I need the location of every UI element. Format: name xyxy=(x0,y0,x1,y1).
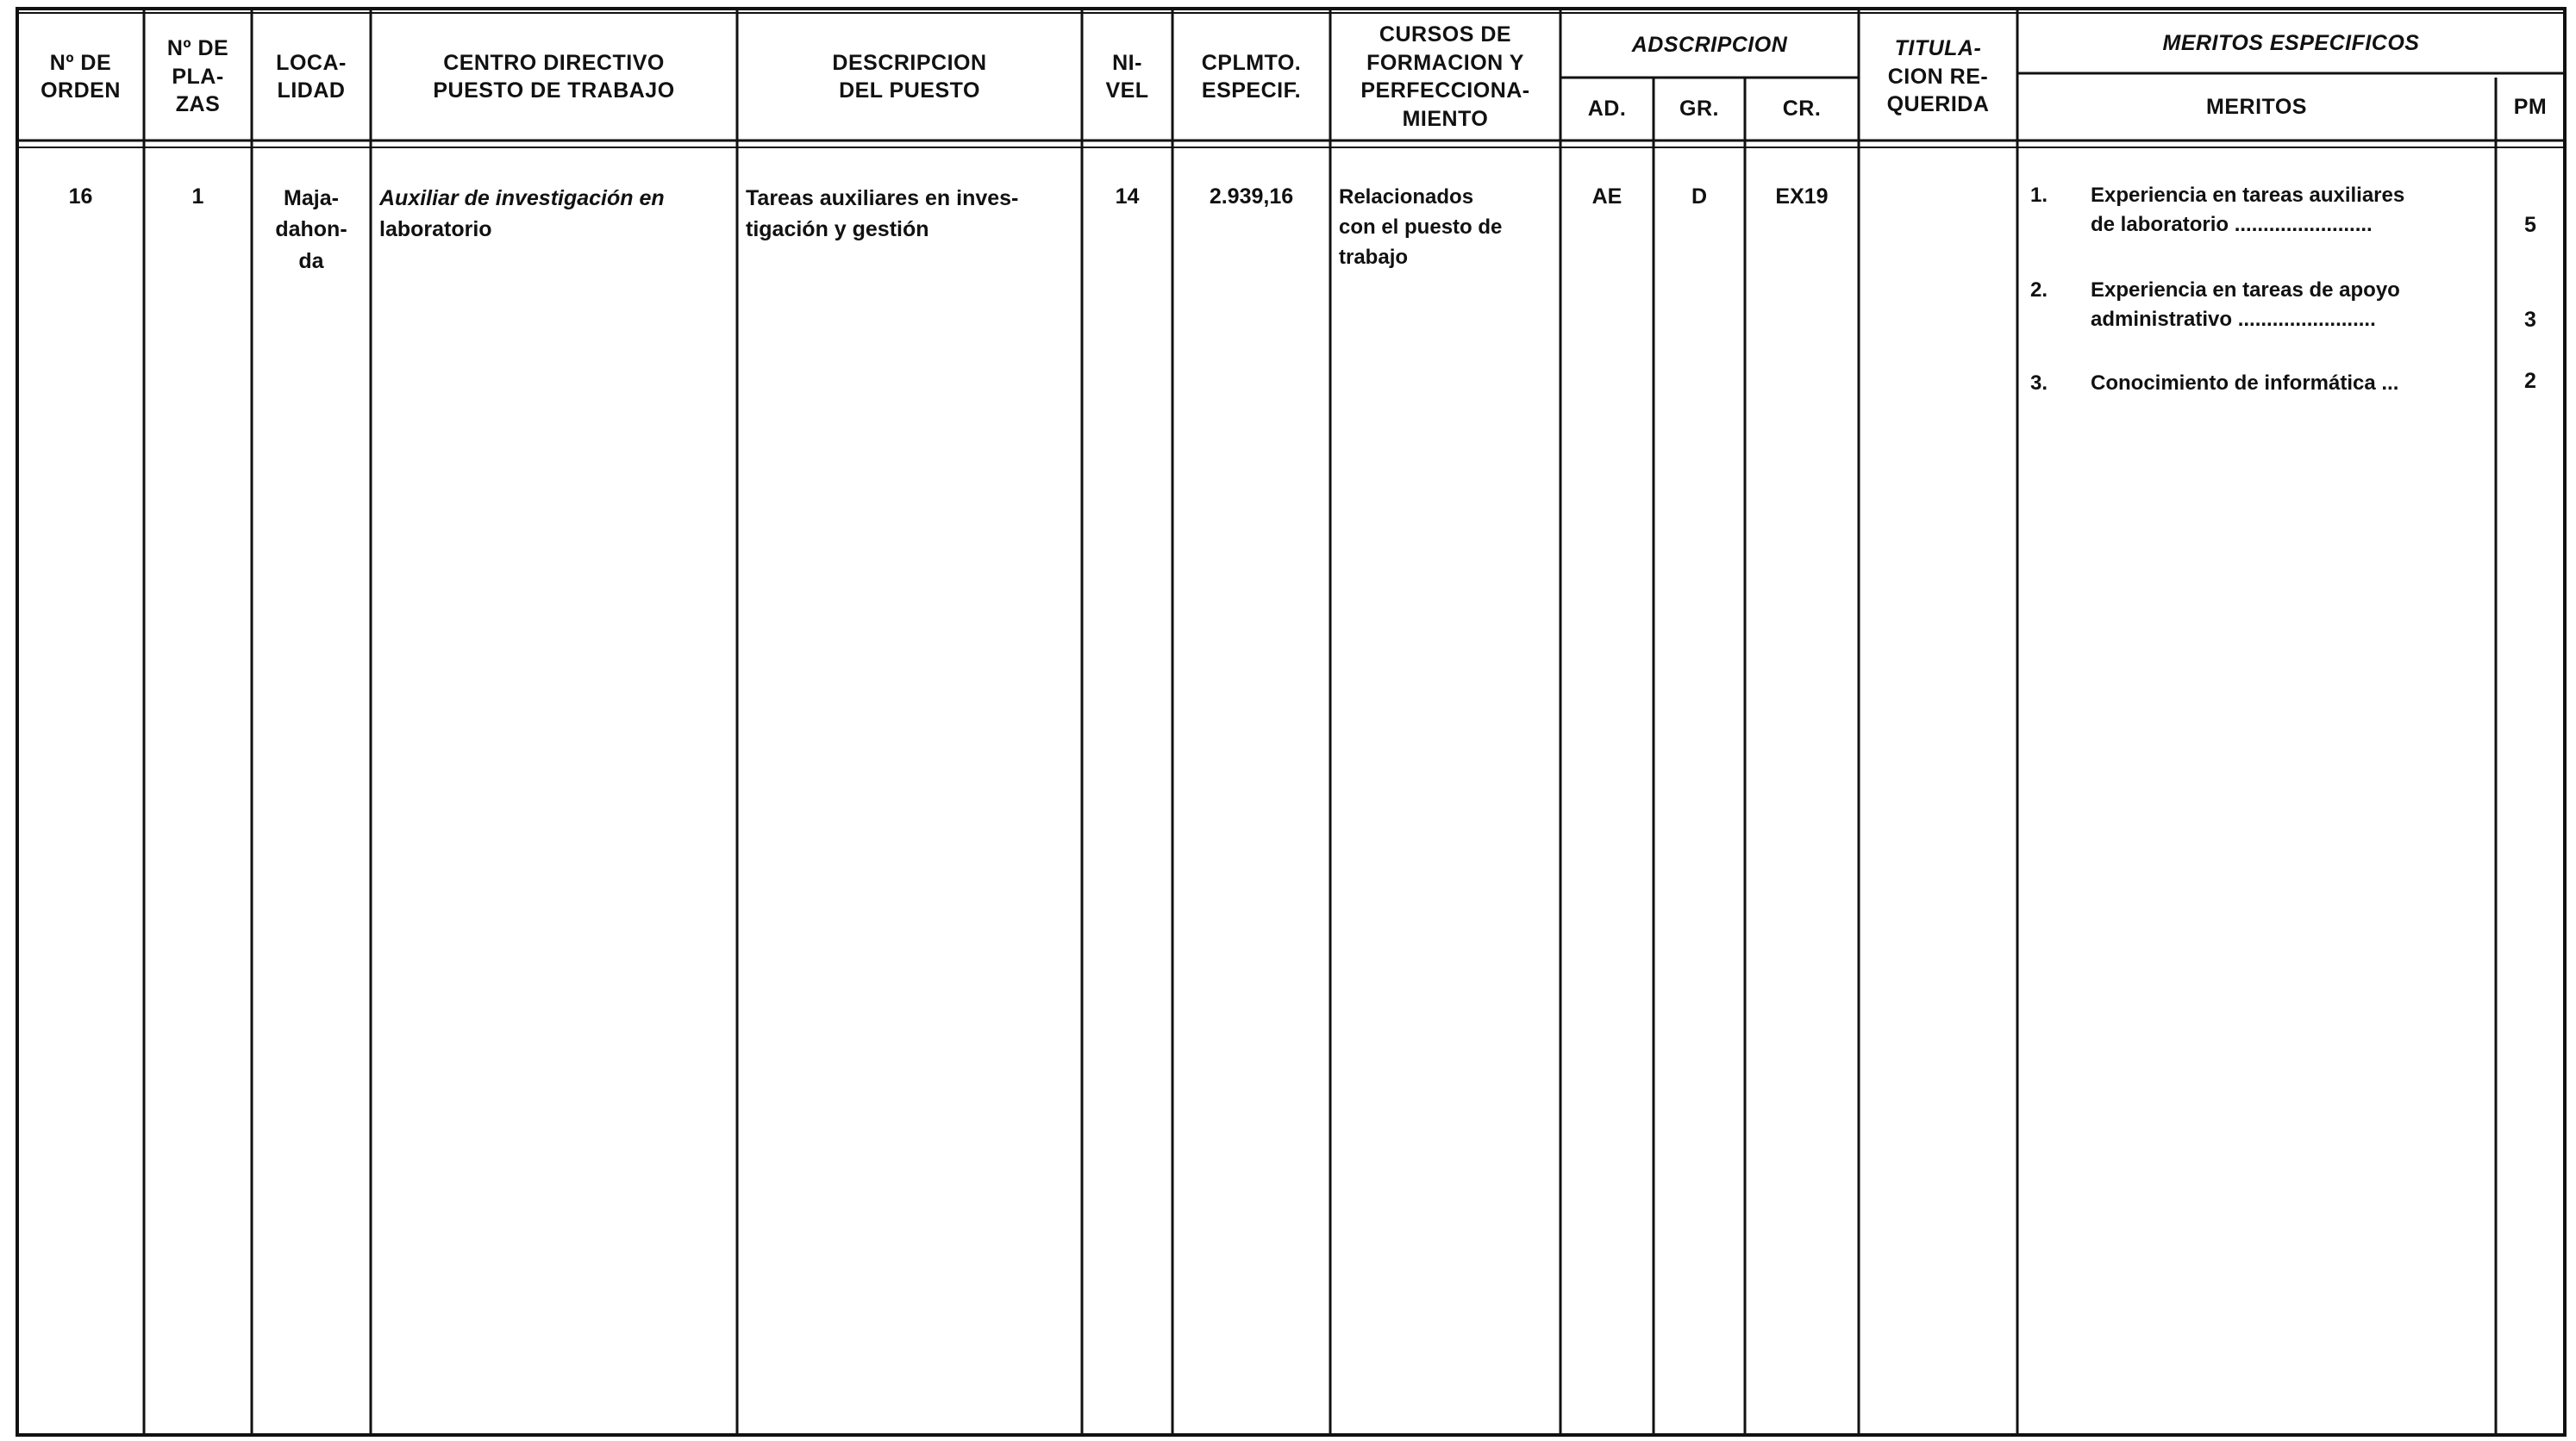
cell-localidad-line-3: da xyxy=(298,248,324,273)
header-meritos xyxy=(2017,73,2496,140)
header-cr xyxy=(1745,78,1859,140)
header-descripcion-line-2: DEL PUESTO xyxy=(839,78,980,103)
header-orden-line-1: Nº DE xyxy=(49,50,112,75)
header-adscripcion xyxy=(1560,13,1859,78)
cell-gr xyxy=(1654,183,1745,211)
header-cplmto xyxy=(1172,13,1330,140)
header-cplmto-line-2: ESPECIF. xyxy=(1201,78,1302,103)
header-nivel-line-2: VEL xyxy=(1105,78,1149,103)
cell-cplmto xyxy=(1172,183,1330,211)
header-pm-label: PM xyxy=(2513,94,2548,119)
cell-cursos xyxy=(1339,183,1556,272)
cell-descripcion-line-2: tigación y gestión xyxy=(746,217,929,242)
header-centro xyxy=(371,13,737,140)
cell-cplmto-value: 2.939,16 xyxy=(1209,184,1294,209)
cell-centro xyxy=(379,183,733,246)
cell-localidad xyxy=(252,183,371,277)
merit-3-pm-value: 2 xyxy=(2524,369,2536,393)
header-titulacion-line-1: TITULA- xyxy=(1894,36,1982,61)
cell-nivel-value: 14 xyxy=(1115,184,1140,209)
cell-cursos-line-3: trabajo xyxy=(1339,245,1409,269)
header-cplmto-line-1: CPLMTO. xyxy=(1201,50,1302,75)
header-gr xyxy=(1654,78,1745,140)
header-centro-line-2: PUESTO DE TRABAJO xyxy=(433,78,675,103)
header-descripcion-line-1: DESCRIPCION xyxy=(832,50,987,75)
merit-1-pm xyxy=(2496,213,2565,238)
header-plazas xyxy=(144,13,252,140)
cell-localidad-line-1: Maja- xyxy=(284,186,339,210)
merit-item-1 xyxy=(2030,181,2496,250)
header-meritos-especificos xyxy=(2017,13,2565,73)
header-centro-line-1: CENTRO DIRECTIVO xyxy=(443,50,665,75)
cell-plazas-value: 1 xyxy=(191,184,204,209)
header-plazas-line-2: PLA- xyxy=(172,64,224,89)
merit-2-pm-value: 3 xyxy=(2524,308,2536,332)
merit-1-pm-value: 5 xyxy=(2524,213,2536,237)
merit-1-number: 1. xyxy=(2030,184,2048,207)
cell-ad-value: AE xyxy=(1591,184,1623,209)
cell-plazas xyxy=(144,183,252,211)
merit-1-line-2: de laboratorio ........................ xyxy=(2091,212,2373,236)
header-orden-line-2: ORDEN xyxy=(41,78,121,103)
cell-nivel xyxy=(1082,183,1172,211)
merit-2-pm xyxy=(2496,308,2565,333)
merit-2-number: 2. xyxy=(2030,278,2048,302)
header-titulacion xyxy=(1859,13,2017,140)
merit-3-pm xyxy=(2496,369,2565,394)
cell-cursos-line-1: Relacionados xyxy=(1339,185,1474,209)
header-ad-label: AD. xyxy=(1587,97,1627,122)
header-localidad xyxy=(252,13,371,140)
cell-descripcion-line-1: Tareas auxiliares en inves- xyxy=(746,186,1019,210)
cell-centro-line-2: laboratorio xyxy=(379,217,492,242)
header-adscripcion-label: ADSCRIPCION xyxy=(1631,33,1788,58)
header-gr-label: GR. xyxy=(1679,97,1719,122)
header-cursos-line-2: FORMACION Y xyxy=(1366,50,1524,75)
cell-gr-value: D xyxy=(1691,184,1708,209)
merit-2-line-1: Experiencia en tareas de apoyo xyxy=(2091,278,2400,302)
header-nivel xyxy=(1082,13,1172,140)
header-cr-label: CR. xyxy=(1782,97,1822,122)
cell-orden xyxy=(17,183,144,211)
cell-cursos-line-2: con el puesto de xyxy=(1339,215,1503,239)
header-ad xyxy=(1560,78,1654,140)
header-localidad-line-2: LIDAD xyxy=(277,78,346,103)
header-orden xyxy=(17,13,144,140)
header-titulacion-line-3: QUERIDA xyxy=(1886,92,1990,117)
cell-ad xyxy=(1560,183,1654,211)
header-plazas-line-3: ZAS xyxy=(175,92,221,117)
header-cursos xyxy=(1330,13,1560,140)
merit-item-2 xyxy=(2030,276,2496,345)
merit-2-line-2: administrativo ........................ xyxy=(2091,307,2376,331)
merit-item-3 xyxy=(2030,369,2496,403)
header-cursos-line-3: PERFECCIONA- xyxy=(1360,78,1530,103)
header-pm xyxy=(2496,73,2565,140)
header-titulacion-line-2: CION RE- xyxy=(1887,64,1989,89)
header-cursos-line-4: MIENTO xyxy=(1402,106,1489,131)
header-plazas-line-1: Nº DE xyxy=(166,36,229,61)
header-cursos-line-1: CURSOS DE xyxy=(1379,22,1512,47)
cell-localidad-line-2: dahon- xyxy=(275,217,347,242)
cell-descripcion xyxy=(746,183,1078,246)
merit-3-number: 3. xyxy=(2030,371,2048,395)
header-meritos-especificos-label: MERITOS ESPECIFICOS xyxy=(2162,30,2420,55)
cell-orden-value: 16 xyxy=(68,184,93,209)
merit-3-line-1: Conocimiento de informática ... xyxy=(2091,371,2399,395)
cell-centro-line-1: Auxiliar de investigación en xyxy=(379,186,665,210)
header-nivel-line-1: NI- xyxy=(1112,50,1142,75)
cell-cr xyxy=(1745,183,1859,211)
merit-1-line-1: Experiencia en tareas auxiliares xyxy=(2091,184,2405,207)
header-meritos-label: MERITOS xyxy=(2206,94,2307,119)
header-localidad-line-1: LOCA- xyxy=(276,50,347,75)
cell-cr-value: EX19 xyxy=(1775,184,1829,209)
header-descripcion xyxy=(737,13,1082,140)
